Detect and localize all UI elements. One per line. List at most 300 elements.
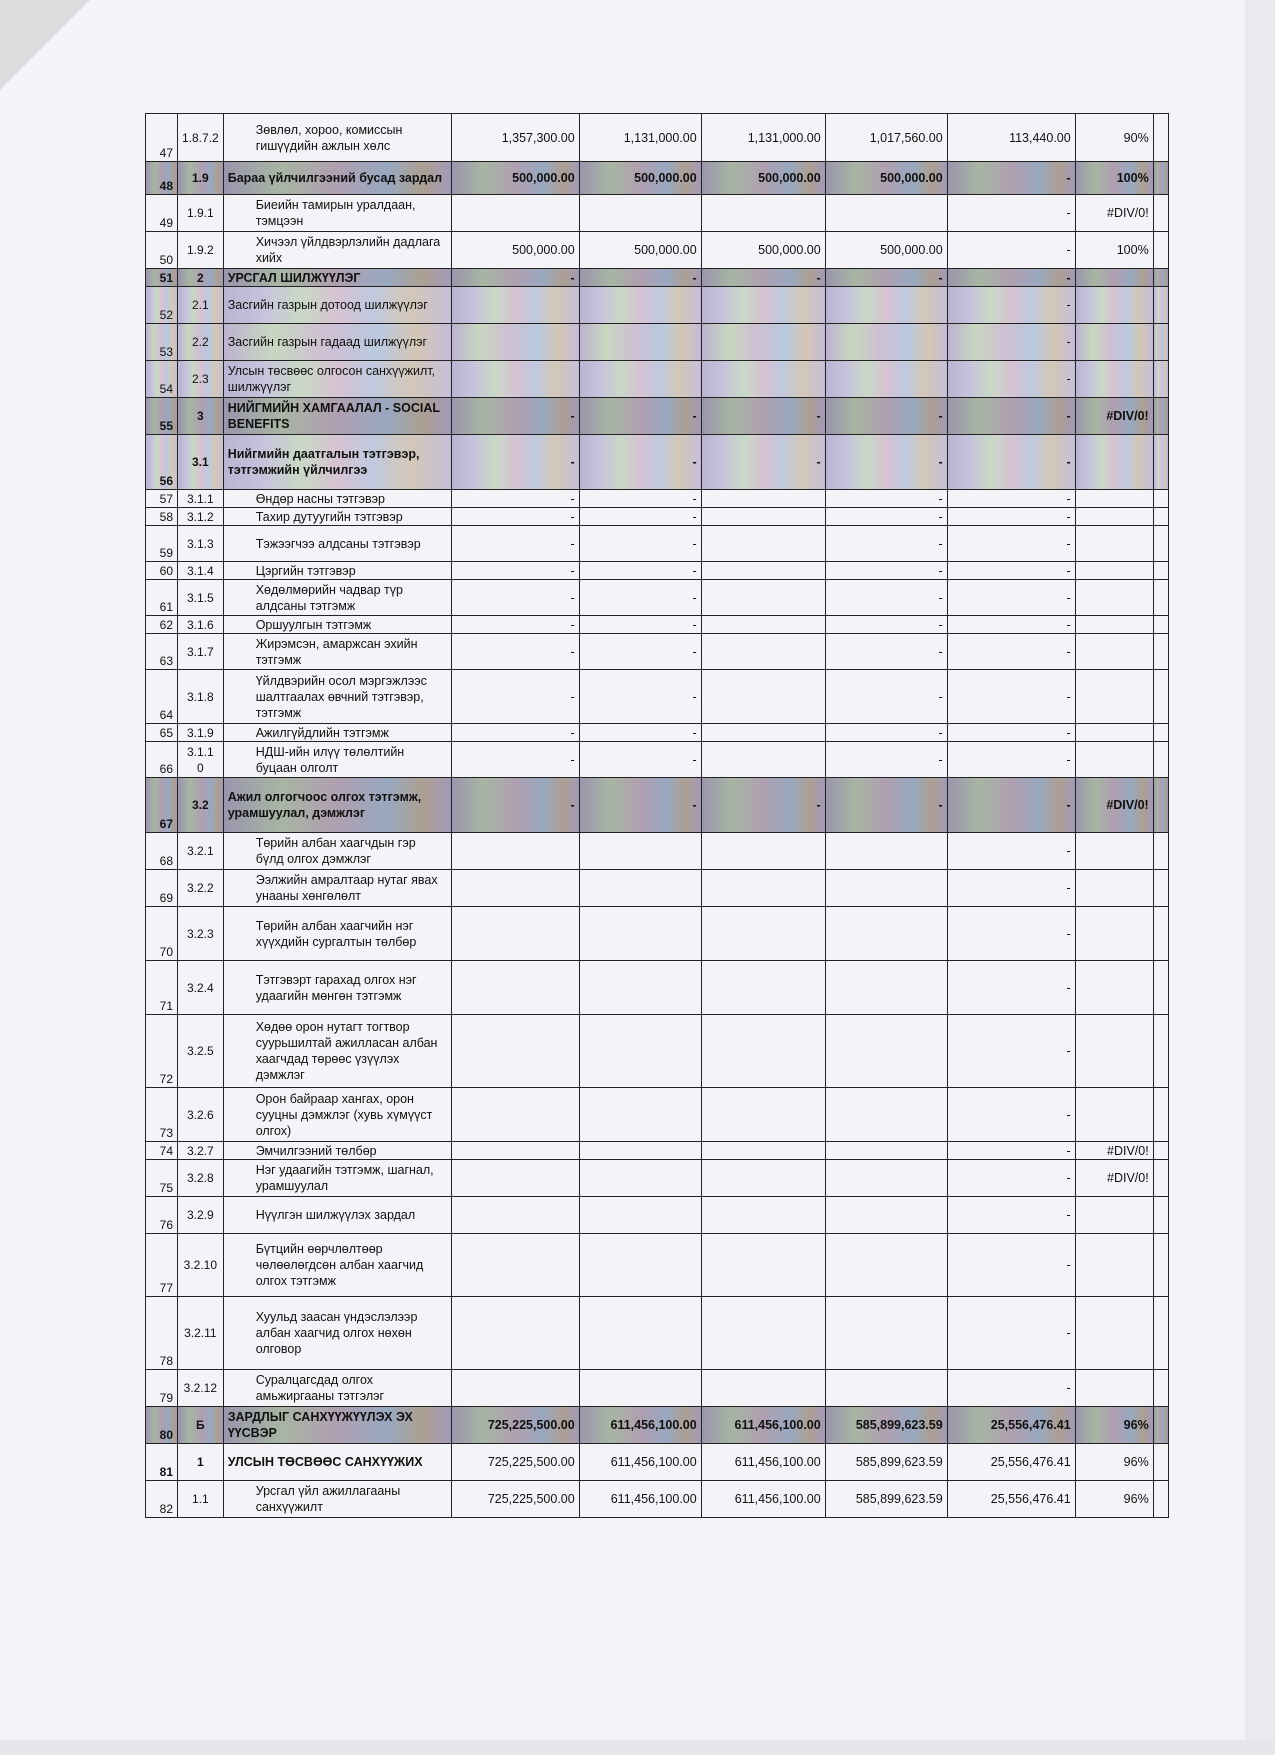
financed-amount-cell: 611,456,100.00	[701, 1481, 825, 1518]
code-cell: 2.2	[178, 324, 224, 361]
difference-cell: -	[947, 1015, 1075, 1088]
percent-cell	[1075, 324, 1153, 361]
code-cell: 3.1	[178, 435, 224, 490]
code-cell: 3.2.7	[178, 1142, 224, 1160]
approved-budget-cell: -	[451, 778, 579, 833]
difference-cell: -	[947, 778, 1075, 833]
approved-budget-cell: 725,225,500.00	[451, 1481, 579, 1518]
approved-budget-cell	[451, 195, 579, 232]
difference-cell: -	[947, 435, 1075, 490]
item-name-cell: Хуульд заасан үндэслэлээр албан хаагчид олгох нөхөн олговор	[223, 1297, 451, 1370]
planned-amount-cell: -	[579, 580, 701, 616]
difference-cell: -	[947, 398, 1075, 435]
row-number-cell: 58	[146, 508, 178, 526]
approved-budget-cell	[451, 324, 579, 361]
table-row	[146, 580, 1169, 616]
item-name-cell: Биеийн тамирын уралдаан, тэмцээн	[223, 195, 451, 232]
code-cell: 3.2.1	[178, 833, 224, 870]
table-row	[146, 1370, 1169, 1407]
percent-cell	[1075, 616, 1153, 634]
row-number-cell: 66	[146, 742, 178, 778]
actual-expense-cell: 1,017,560.00	[825, 114, 947, 162]
spacer-cell	[1153, 1015, 1168, 1088]
item-name-cell: НИЙГМИЙН ХАМГААЛАЛ - SOCIAL BENEFITS	[223, 398, 451, 435]
row-number-cell: 62	[146, 616, 178, 634]
financed-amount-cell: 611,456,100.00	[701, 1444, 825, 1481]
financed-amount-cell	[701, 670, 825, 724]
planned-amount-cell: 1,131,000.00	[579, 114, 701, 162]
item-name-cell: Засгийн газрын дотоод шилжүүлэг	[223, 287, 451, 324]
item-name-cell: Урсгал үйл ажиллагааны санхүүжилт	[223, 1481, 451, 1518]
planned-amount-cell: 500,000.00	[579, 232, 701, 269]
actual-expense-cell	[825, 833, 947, 870]
item-name-cell: УЛСЫН ТӨСВӨӨС САНХҮҮЖИХ	[223, 1444, 451, 1481]
planned-amount-cell	[579, 195, 701, 232]
financed-amount-cell	[701, 1015, 825, 1088]
table-row	[146, 1234, 1169, 1297]
actual-expense-cell: 585,899,623.59	[825, 1481, 947, 1518]
spacer-cell	[1153, 1234, 1168, 1297]
financed-amount-cell: -	[701, 435, 825, 490]
budget-table	[145, 113, 1169, 1518]
approved-budget-cell	[451, 1197, 579, 1234]
code-cell: 1.9	[178, 162, 224, 195]
difference-cell: -	[947, 562, 1075, 580]
actual-expense-cell: 585,899,623.59	[825, 1444, 947, 1481]
code-cell: 3.1.9	[178, 724, 224, 742]
percent-cell	[1075, 742, 1153, 778]
item-name-cell: Орон байраар хангах, орон сууцны дэмжлэг (хувь хүмүүст олгох)	[223, 1088, 451, 1142]
approved-budget-cell: 500,000.00	[451, 232, 579, 269]
spacer-cell	[1153, 1407, 1168, 1444]
planned-amount-cell	[579, 907, 701, 961]
table-row	[146, 162, 1169, 195]
row-number-cell: 60	[146, 562, 178, 580]
actual-expense-cell: -	[825, 562, 947, 580]
percent-cell	[1075, 961, 1153, 1015]
difference-cell: 25,556,476.41	[947, 1481, 1075, 1518]
table-row	[146, 398, 1169, 435]
item-name-cell: Өндөр насны тэтгэвэр	[223, 490, 451, 508]
row-number-cell: 81	[146, 1444, 178, 1481]
difference-cell: -	[947, 269, 1075, 287]
approved-budget-cell: -	[451, 526, 579, 562]
actual-expense-cell	[825, 1197, 947, 1234]
percent-cell: 96%	[1075, 1444, 1153, 1481]
item-name-cell: Төрийн албан хаагчийн нэг хүүхдийн сургалтын төлбөр	[223, 907, 451, 961]
code-cell: 2.3	[178, 361, 224, 398]
item-name-cell: Цэргийн тэтгэвэр	[223, 562, 451, 580]
spacer-cell	[1153, 907, 1168, 961]
actual-expense-cell	[825, 361, 947, 398]
percent-cell: 100%	[1075, 232, 1153, 269]
row-number-cell: 61	[146, 580, 178, 616]
difference-cell: -	[947, 580, 1075, 616]
spacer-cell	[1153, 1142, 1168, 1160]
actual-expense-cell: -	[825, 398, 947, 435]
percent-cell	[1075, 1234, 1153, 1297]
code-cell: 3.1.1 0	[178, 742, 224, 778]
financed-amount-cell	[701, 724, 825, 742]
difference-cell: -	[947, 1370, 1075, 1407]
financed-amount-cell	[701, 195, 825, 232]
approved-budget-cell	[451, 1297, 579, 1370]
approved-budget-cell: -	[451, 562, 579, 580]
actual-expense-cell: -	[825, 634, 947, 670]
code-cell: 3.2.2	[178, 870, 224, 907]
row-number-cell: 80	[146, 1407, 178, 1444]
actual-expense-cell: -	[825, 269, 947, 287]
row-number-cell: 67	[146, 778, 178, 833]
percent-cell	[1075, 526, 1153, 562]
table-row	[146, 324, 1169, 361]
financed-amount-cell	[701, 1197, 825, 1234]
table-row	[146, 1015, 1169, 1088]
financed-amount-cell	[701, 961, 825, 1015]
item-name-cell: Хөдөлмөрийн чадвар түр алдсаны тэтгэмж	[223, 580, 451, 616]
approved-budget-cell	[451, 1370, 579, 1407]
percent-cell: 90%	[1075, 114, 1153, 162]
actual-expense-cell	[825, 961, 947, 1015]
planned-amount-cell: -	[579, 526, 701, 562]
approved-budget-cell: -	[451, 670, 579, 724]
table-row	[146, 361, 1169, 398]
item-name-cell: Оршуулгын тэтгэмж	[223, 616, 451, 634]
actual-expense-cell: -	[825, 778, 947, 833]
approved-budget-cell	[451, 287, 579, 324]
row-number-cell: 48	[146, 162, 178, 195]
row-number-cell: 52	[146, 287, 178, 324]
row-number-cell: 71	[146, 961, 178, 1015]
financed-amount-cell	[701, 907, 825, 961]
difference-cell: -	[947, 232, 1075, 269]
code-cell: 3.1.3	[178, 526, 224, 562]
item-name-cell: ЗАРДЛЫГ САНХҮҮЖҮҮЛЭХ ЭХ ҮҮСВЭР	[223, 1407, 451, 1444]
difference-cell: -	[947, 634, 1075, 670]
spacer-cell	[1153, 778, 1168, 833]
planned-amount-cell	[579, 870, 701, 907]
item-name-cell: Тэжээгчээ алдсаны тэтгэвэр	[223, 526, 451, 562]
percent-cell: 96%	[1075, 1407, 1153, 1444]
actual-expense-cell	[825, 1142, 947, 1160]
table-row	[146, 562, 1169, 580]
difference-cell: -	[947, 1160, 1075, 1197]
percent-cell	[1075, 1088, 1153, 1142]
row-number-cell: 56	[146, 435, 178, 490]
table-row	[146, 670, 1169, 724]
percent-cell	[1075, 269, 1153, 287]
financed-amount-cell	[701, 508, 825, 526]
financed-amount-cell	[701, 361, 825, 398]
code-cell: 3.2.4	[178, 961, 224, 1015]
spacer-cell	[1153, 490, 1168, 508]
row-number-cell: 69	[146, 870, 178, 907]
row-number-cell: 79	[146, 1370, 178, 1407]
table-row	[146, 1297, 1169, 1370]
row-number-cell: 64	[146, 670, 178, 724]
planned-amount-cell: -	[579, 634, 701, 670]
spacer-cell	[1153, 724, 1168, 742]
percent-cell: #DIV/0!	[1075, 1142, 1153, 1160]
row-number-cell: 68	[146, 833, 178, 870]
planned-amount-cell	[579, 961, 701, 1015]
table-row	[146, 778, 1169, 833]
financed-amount-cell: 611,456,100.00	[701, 1407, 825, 1444]
percent-cell	[1075, 562, 1153, 580]
financed-amount-cell: -	[701, 398, 825, 435]
planned-amount-cell: 611,456,100.00	[579, 1481, 701, 1518]
row-number-cell: 49	[146, 195, 178, 232]
code-cell: 3.2.10	[178, 1234, 224, 1297]
actual-expense-cell: -	[825, 580, 947, 616]
item-name-cell: Улсын төсвөөс олгосон санхүүжилт, шилжүүлэг	[223, 361, 451, 398]
row-number-cell: 54	[146, 361, 178, 398]
spacer-cell	[1153, 398, 1168, 435]
percent-cell: #DIV/0!	[1075, 398, 1153, 435]
table-row	[146, 435, 1169, 490]
planned-amount-cell	[579, 287, 701, 324]
difference-cell: -	[947, 287, 1075, 324]
code-cell: 3.1.1	[178, 490, 224, 508]
item-name-cell: НДШ-ийн илүү төлөлтийн буцаан олголт	[223, 742, 451, 778]
financed-amount-cell	[701, 1297, 825, 1370]
row-number-cell: 74	[146, 1142, 178, 1160]
difference-cell: -	[947, 907, 1075, 961]
code-cell: 3.1.8	[178, 670, 224, 724]
percent-cell	[1075, 907, 1153, 961]
spacer-cell	[1153, 580, 1168, 616]
item-name-cell: Суралцагсдад олгох амьжиргааны тэтгэлэг	[223, 1370, 451, 1407]
item-name-cell: Ээлжийн амралтаар нутаг явах унааны хөнгөлөлт	[223, 870, 451, 907]
table-row	[146, 287, 1169, 324]
actual-expense-cell: -	[825, 616, 947, 634]
item-name-cell: Бүтцийн өөрчлөлтөөр чөлөөлөгдсөн албан хаагчид олгох тэтгэмж	[223, 1234, 451, 1297]
approved-budget-cell: -	[451, 269, 579, 287]
actual-expense-cell: -	[825, 526, 947, 562]
table-row	[146, 1088, 1169, 1142]
percent-cell: 100%	[1075, 162, 1153, 195]
financed-amount-cell	[701, 526, 825, 562]
difference-cell: 25,556,476.41	[947, 1444, 1075, 1481]
planned-amount-cell: -	[579, 742, 701, 778]
actual-expense-cell	[825, 1370, 947, 1407]
item-name-cell: Зөвлөл, хороо, комиссын гишүүдийн ажлын хөлс	[223, 114, 451, 162]
spacer-cell	[1153, 526, 1168, 562]
approved-budget-cell: 1,357,300.00	[451, 114, 579, 162]
item-name-cell: Хөдөө орон нутагт тогтвор суурьшилтай ажилласан албан хаагчдад төрөөс үзүүлэх дэмжлэг	[223, 1015, 451, 1088]
actual-expense-cell: -	[825, 508, 947, 526]
actual-expense-cell: 500,000.00	[825, 232, 947, 269]
table-row	[146, 526, 1169, 562]
actual-expense-cell: -	[825, 670, 947, 724]
spacer-cell	[1153, 361, 1168, 398]
approved-budget-cell: -	[451, 742, 579, 778]
item-name-cell: УРСГАЛ ШИЛЖҮҮЛЭГ	[223, 269, 451, 287]
item-name-cell: Ажил олгогчоос олгох тэтгэмж, урамшуулал, дэмжлэг	[223, 778, 451, 833]
table-row	[146, 490, 1169, 508]
table-row	[146, 907, 1169, 961]
planned-amount-cell: -	[579, 616, 701, 634]
row-number-cell: 50	[146, 232, 178, 269]
actual-expense-cell	[825, 907, 947, 961]
code-cell: 3.2.12	[178, 1370, 224, 1407]
financed-amount-cell: -	[701, 778, 825, 833]
spacer-cell	[1153, 670, 1168, 724]
percent-cell: #DIV/0!	[1075, 1160, 1153, 1197]
code-cell: 3.2.11	[178, 1297, 224, 1370]
approved-budget-cell: 725,225,500.00	[451, 1407, 579, 1444]
planned-amount-cell: -	[579, 670, 701, 724]
table-row	[146, 870, 1169, 907]
code-cell: 3	[178, 398, 224, 435]
spacer-cell	[1153, 1160, 1168, 1197]
approved-budget-cell: 500,000.00	[451, 162, 579, 195]
spacer-cell	[1153, 287, 1168, 324]
approved-budget-cell	[451, 833, 579, 870]
approved-budget-cell	[451, 1015, 579, 1088]
row-number-cell: 70	[146, 907, 178, 961]
planned-amount-cell	[579, 1297, 701, 1370]
code-cell: 3.2.9	[178, 1197, 224, 1234]
code-cell: 3.1.2	[178, 508, 224, 526]
row-number-cell: 72	[146, 1015, 178, 1088]
financed-amount-cell	[701, 742, 825, 778]
table-row	[146, 195, 1169, 232]
percent-cell: #DIV/0!	[1075, 778, 1153, 833]
approved-budget-cell	[451, 1142, 579, 1160]
financed-amount-cell	[701, 490, 825, 508]
difference-cell: 113,440.00	[947, 114, 1075, 162]
code-cell: 1.9.2	[178, 232, 224, 269]
approved-budget-cell	[451, 1160, 579, 1197]
actual-expense-cell: -	[825, 435, 947, 490]
percent-cell	[1075, 435, 1153, 490]
difference-cell: -	[947, 961, 1075, 1015]
approved-budget-cell: -	[451, 490, 579, 508]
row-number-cell: 73	[146, 1088, 178, 1142]
actual-expense-cell	[825, 287, 947, 324]
table-row	[146, 1481, 1169, 1518]
spacer-cell	[1153, 232, 1168, 269]
spacer-cell	[1153, 1197, 1168, 1234]
financed-amount-cell	[701, 1142, 825, 1160]
row-number-cell: 51	[146, 269, 178, 287]
approved-budget-cell	[451, 961, 579, 1015]
difference-cell: -	[947, 508, 1075, 526]
approved-budget-cell: 725,225,500.00	[451, 1444, 579, 1481]
actual-expense-cell	[825, 1088, 947, 1142]
table-row	[146, 634, 1169, 670]
item-name-cell: Жирэмсэн, амаржсан эхийн тэтгэмж	[223, 634, 451, 670]
spacer-cell	[1153, 114, 1168, 162]
approved-budget-cell: -	[451, 580, 579, 616]
code-cell: 3.1.7	[178, 634, 224, 670]
financed-amount-cell	[701, 616, 825, 634]
item-name-cell: Тахир дутуугийн тэтгэвэр	[223, 508, 451, 526]
code-cell: 3.2.6	[178, 1088, 224, 1142]
spacer-cell	[1153, 562, 1168, 580]
difference-cell: -	[947, 724, 1075, 742]
difference-cell: -	[947, 1142, 1075, 1160]
spacer-cell	[1153, 742, 1168, 778]
difference-cell: -	[947, 1088, 1075, 1142]
table-row	[146, 833, 1169, 870]
item-name-cell: Эмчилгээний төлбөр	[223, 1142, 451, 1160]
financed-amount-cell	[701, 870, 825, 907]
planned-amount-cell	[579, 1088, 701, 1142]
actual-expense-cell	[825, 870, 947, 907]
table-row	[146, 616, 1169, 634]
scan-right-edge	[1245, 0, 1275, 1755]
difference-cell: -	[947, 361, 1075, 398]
actual-expense-cell	[825, 1160, 947, 1197]
spacer-cell	[1153, 195, 1168, 232]
planned-amount-cell: 500,000.00	[579, 162, 701, 195]
percent-cell	[1075, 1197, 1153, 1234]
code-cell: 2	[178, 269, 224, 287]
percent-cell	[1075, 670, 1153, 724]
row-number-cell: 76	[146, 1197, 178, 1234]
code-cell: Б	[178, 1407, 224, 1444]
table-row	[146, 1444, 1169, 1481]
approved-budget-cell	[451, 361, 579, 398]
difference-cell: -	[947, 1234, 1075, 1297]
planned-amount-cell: -	[579, 269, 701, 287]
difference-cell: -	[947, 526, 1075, 562]
planned-amount-cell: -	[579, 724, 701, 742]
financed-amount-cell	[701, 1160, 825, 1197]
table-row	[146, 508, 1169, 526]
spacer-cell	[1153, 324, 1168, 361]
difference-cell: -	[947, 1297, 1075, 1370]
item-name-cell: Бараа үйлчилгээний бусад зардал	[223, 162, 451, 195]
row-number-cell: 78	[146, 1297, 178, 1370]
difference-cell: -	[947, 490, 1075, 508]
code-cell: 3.1.4	[178, 562, 224, 580]
spacer-cell	[1153, 634, 1168, 670]
planned-amount-cell: -	[579, 562, 701, 580]
actual-expense-cell	[825, 195, 947, 232]
financed-amount-cell: -	[701, 269, 825, 287]
difference-cell: -	[947, 742, 1075, 778]
financed-amount-cell	[701, 833, 825, 870]
row-number-cell: 47	[146, 114, 178, 162]
actual-expense-cell: 585,899,623.59	[825, 1407, 947, 1444]
percent-cell	[1075, 490, 1153, 508]
percent-cell	[1075, 361, 1153, 398]
item-name-cell: Тэтгэвэрт гарахад олгох нэг удаагийн мөнгөн тэтгэмж	[223, 961, 451, 1015]
item-name-cell: Нийгмийн даатгалын тэтгэвэр, тэтгэмжийн үйлчилгээ	[223, 435, 451, 490]
percent-cell: #DIV/0!	[1075, 195, 1153, 232]
scan-bottom-edge	[0, 1740, 1275, 1755]
difference-cell: -	[947, 1197, 1075, 1234]
code-cell: 1.8.7.2	[178, 114, 224, 162]
approved-budget-cell: -	[451, 398, 579, 435]
item-name-cell: Төрийн албан хаагчдын гэр бүлд олгох дэмжлэг	[223, 833, 451, 870]
planned-amount-cell	[579, 361, 701, 398]
approved-budget-cell: -	[451, 724, 579, 742]
spacer-cell	[1153, 508, 1168, 526]
percent-cell	[1075, 580, 1153, 616]
financed-amount-cell: 500,000.00	[701, 232, 825, 269]
item-name-cell: Үйлдвэрийн осол мэргэжлээс шалтгаалах өвчний тэтгэвэр, тэтгэмж	[223, 670, 451, 724]
row-number-cell: 53	[146, 324, 178, 361]
item-name-cell: Нэг удаагийн тэтгэмж, шагнал, урамшуулал	[223, 1160, 451, 1197]
spacer-cell	[1153, 961, 1168, 1015]
difference-cell: -	[947, 324, 1075, 361]
financed-amount-cell	[701, 562, 825, 580]
planned-amount-cell: 611,456,100.00	[579, 1444, 701, 1481]
